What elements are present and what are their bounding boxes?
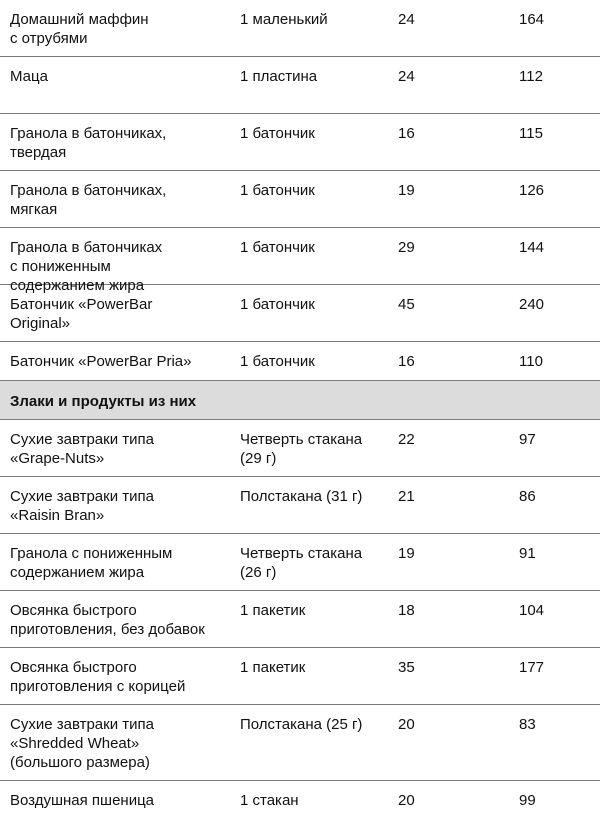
portion-size: 1 пакетик: [240, 659, 306, 676]
table-row: [0, 420, 600, 477]
gi-value: 22: [398, 431, 415, 448]
table-row: [0, 57, 600, 114]
gi-value: 24: [398, 11, 415, 28]
portion-size: Четверть стакана (26 г): [240, 545, 363, 581]
food-name: Гранола в батончиках, твердая: [10, 125, 167, 161]
portion-size: Полстакана (31 г): [240, 488, 363, 505]
table-row: [0, 342, 600, 381]
section-title: Злаки и продукты из них: [10, 393, 197, 410]
table-row: [0, 0, 600, 57]
gi-value: 45: [398, 296, 415, 313]
gi-value: 20: [398, 716, 415, 733]
gi-value: 29: [398, 239, 415, 256]
table-row: [0, 114, 600, 171]
portion-size: 1 батончик: [240, 353, 315, 370]
kcal-value: 126: [519, 182, 545, 199]
gi-value: 21: [398, 488, 415, 505]
kcal-value: 104: [519, 602, 545, 619]
section-header: [0, 381, 600, 420]
kcal-value: 99: [519, 792, 536, 809]
kcal-value: 86: [519, 488, 536, 505]
food-name: Батончик «PowerBar Original»: [10, 296, 153, 332]
table-row: [0, 477, 600, 534]
food-name: Гранола в батончиках с пониженным содержанием жира: [10, 239, 163, 294]
food-name: Сухие завтраки типа «Raisin Bran»: [10, 488, 154, 524]
gi-value: 19: [398, 545, 415, 562]
portion-size: 1 батончик: [240, 239, 315, 256]
gi-value: 24: [398, 68, 415, 85]
food-name: Домашний маффин с отрубями: [10, 11, 149, 47]
kcal-value: 112: [519, 68, 543, 85]
portion-size: 1 пластина: [240, 68, 318, 85]
food-name: Сухие завтраки типа «Shredded Wheat» (большого размера): [10, 716, 154, 771]
kcal-value: 83: [519, 716, 536, 733]
portion-size: 1 батончик: [240, 296, 315, 313]
portion-size: 1 стакан: [240, 792, 299, 809]
table-row: [0, 534, 600, 591]
portion-size: Четверть стакана (29 г): [240, 431, 363, 467]
kcal-value: 97: [519, 431, 536, 448]
table-row: [0, 648, 600, 705]
kcal-value: 91: [519, 545, 536, 562]
kcal-value: 115: [519, 125, 543, 142]
table-row: [0, 171, 600, 228]
gi-value: 19: [398, 182, 415, 199]
portion-size: 1 батончик: [240, 182, 315, 199]
portion-size: 1 батончик: [240, 125, 315, 142]
kcal-value: 240: [519, 296, 545, 313]
gi-value: 16: [398, 125, 415, 142]
food-name: Овсянка быстрого приготовления с корицей: [10, 659, 186, 695]
kcal-value: 144: [519, 239, 545, 256]
food-name: Маца: [10, 68, 48, 85]
kcal-value: 110: [519, 353, 543, 370]
gi-value: 18: [398, 602, 415, 619]
food-name: Батончик «PowerBar Pria»: [10, 353, 192, 370]
portion-size: 1 пакетик: [240, 602, 306, 619]
table-row: [0, 591, 600, 648]
table-row: [0, 285, 600, 342]
table-row: [0, 228, 600, 294]
food-name: Гранола с пониженным содержанием жира: [10, 545, 173, 581]
kcal-value: 164: [519, 11, 545, 28]
food-name: Сухие завтраки типа «Grape-Nuts»: [10, 431, 154, 467]
table-row: [0, 781, 600, 820]
gi-value: 20: [398, 792, 415, 809]
gi-value: 35: [398, 659, 415, 676]
food-name: Воздушная пшеница: [10, 792, 155, 809]
food-name: Овсянка быстрого приготовления, без добавок: [10, 602, 205, 638]
portion-size: Полстакана (25 г): [240, 716, 363, 733]
kcal-value: 177: [519, 659, 545, 676]
portion-size: 1 маленький: [240, 11, 328, 28]
table-row: [0, 705, 600, 781]
food-name: Гранола в батончиках, мягкая: [10, 182, 167, 218]
gi-value: 16: [398, 353, 415, 370]
